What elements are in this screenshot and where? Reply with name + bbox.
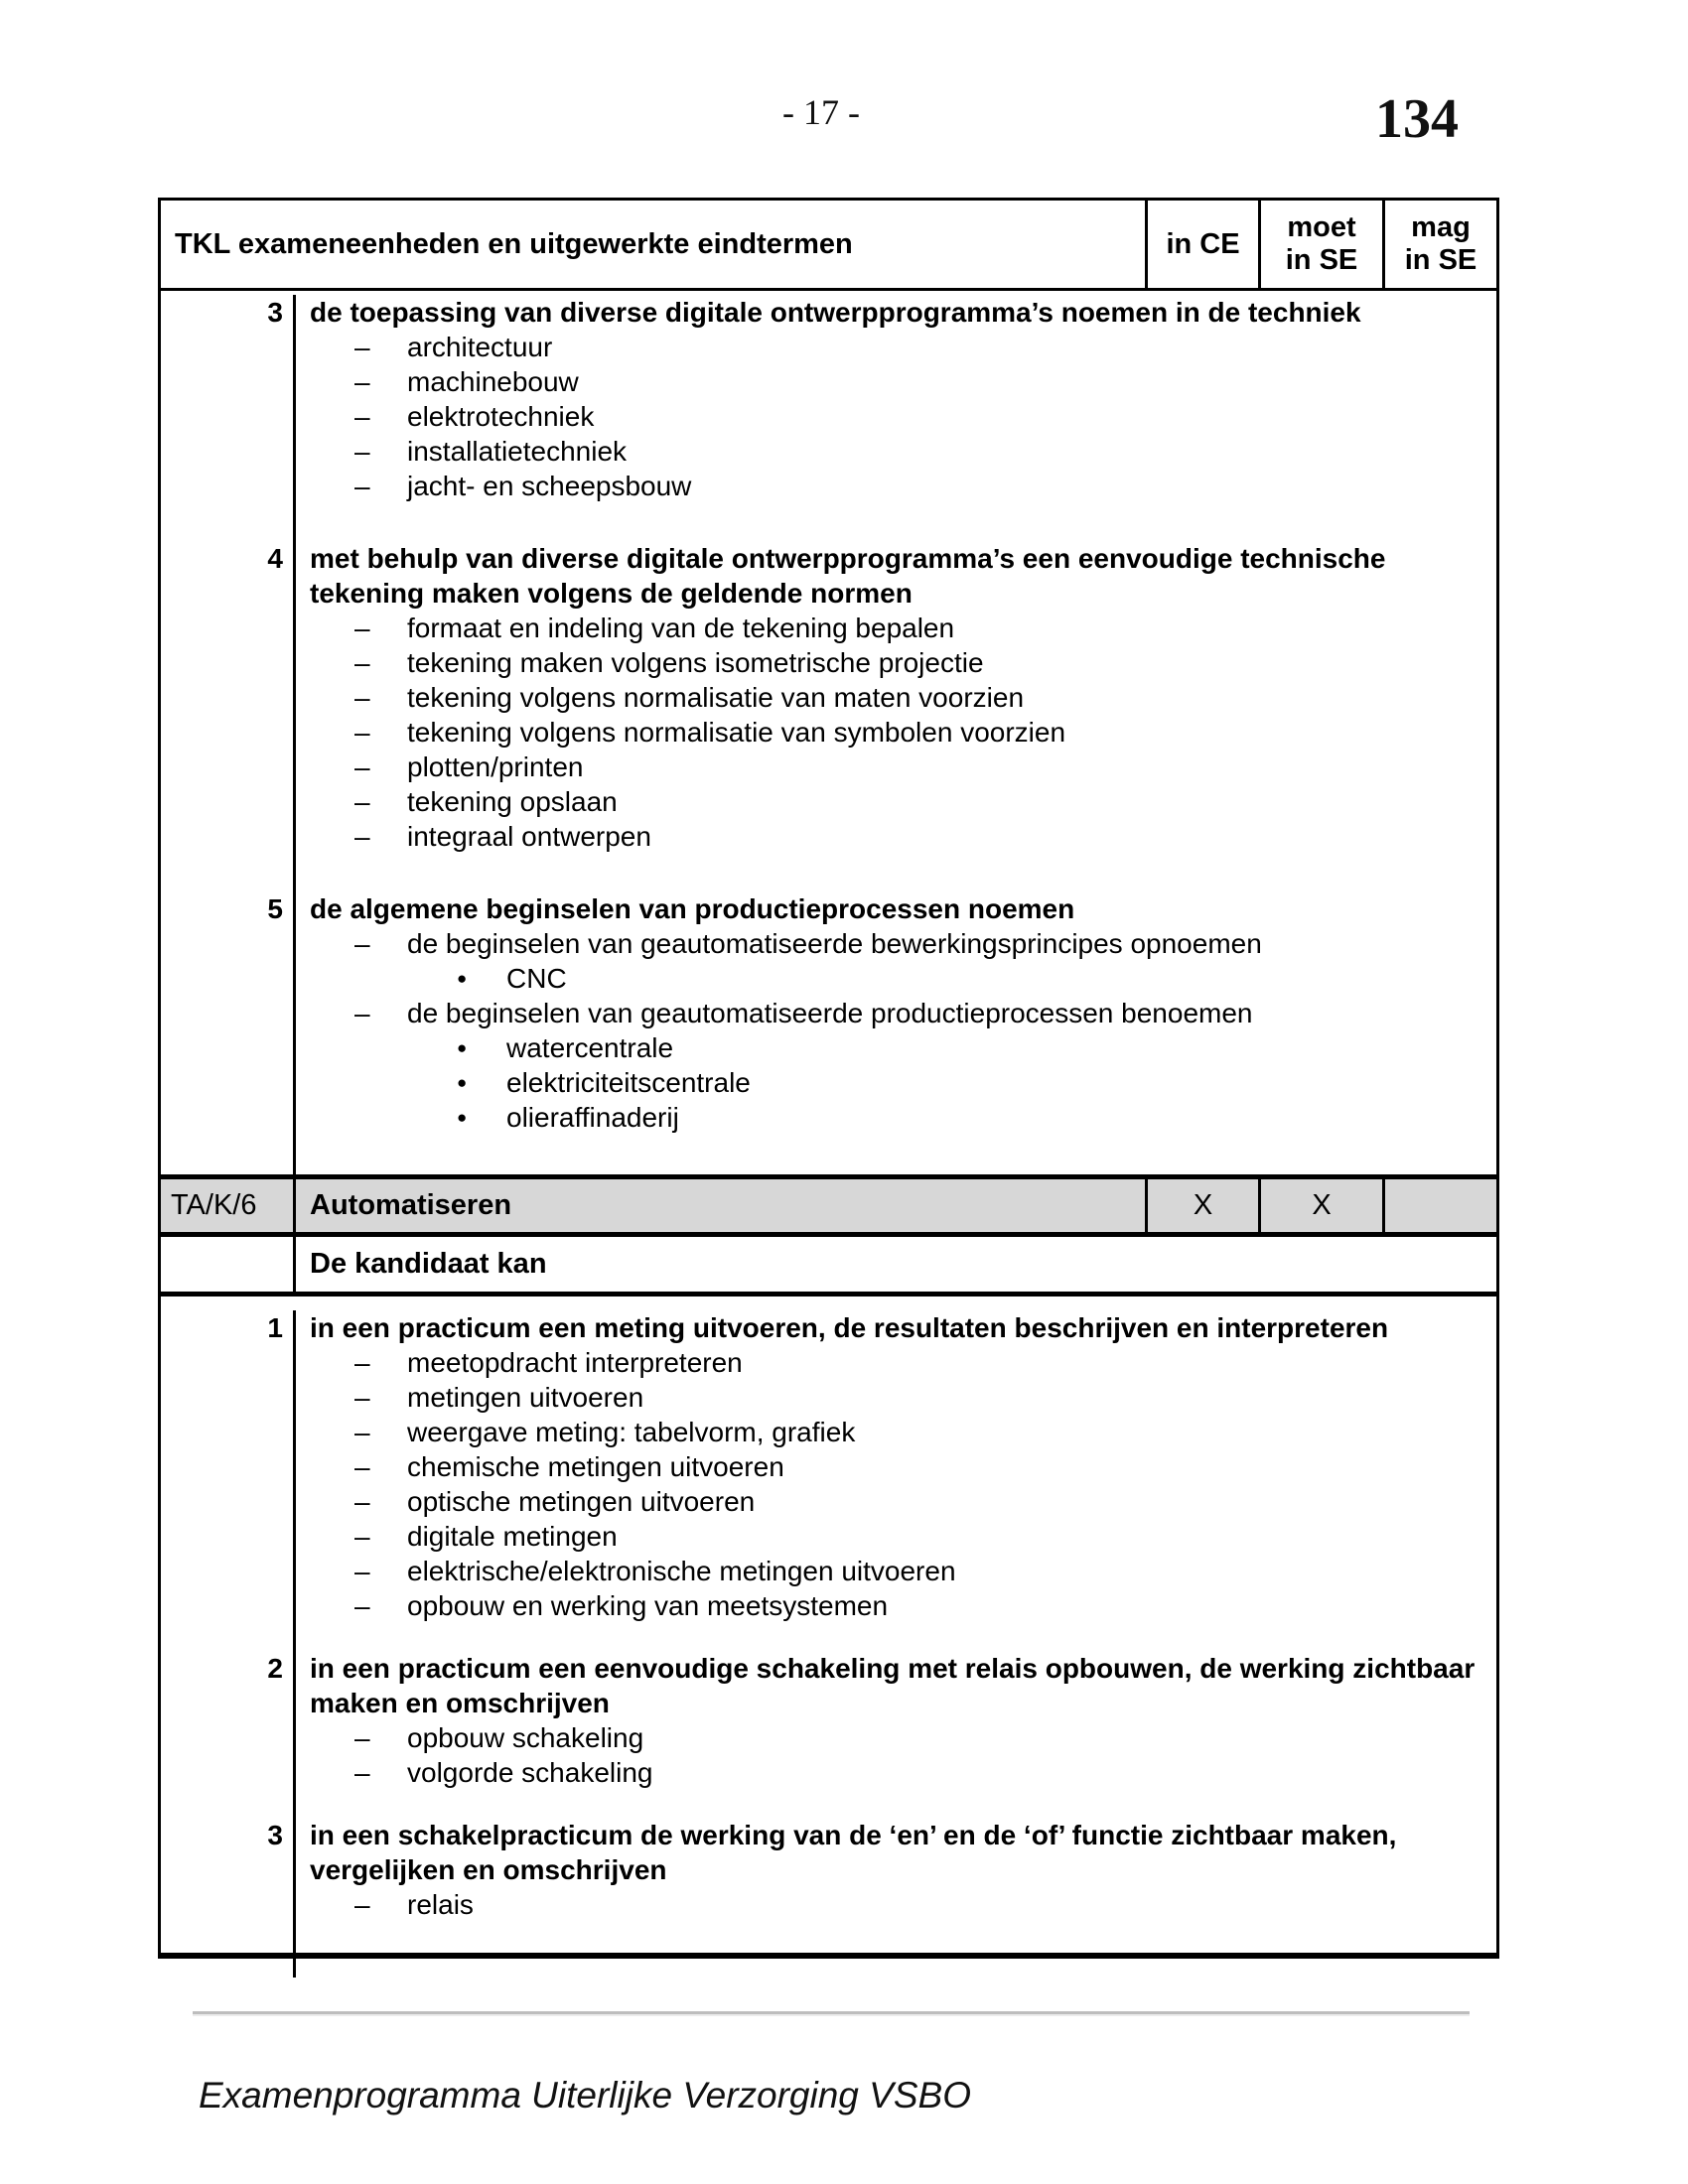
- sub-item-text: tekening volgens normalisatie van maten voorzien: [407, 682, 1025, 713]
- sub-item-text: tekening opslaan: [407, 786, 618, 817]
- sub-item-text: machinebouw: [407, 366, 579, 397]
- sub-item-dash: [310, 434, 1496, 469]
- eindterm-heading: in een schakelpracticum de werking van de ‘en’ en de ‘of’ functie zichtbaar maken, vergelijken en omschrijven: [310, 1820, 1397, 1885]
- sub-item-text: meetopdracht interpreteren: [407, 1347, 743, 1378]
- dash-marker: –: [354, 1347, 370, 1378]
- eindterm-number: 2: [161, 1651, 296, 1818]
- bullet-marker: ●: [457, 1038, 468, 1057]
- sub-item-bullet: [310, 1065, 1496, 1100]
- sub-item-dash: [310, 1519, 1496, 1554]
- sub-item-bullet: [310, 1030, 1496, 1065]
- bullet-marker: ●: [457, 1108, 468, 1127]
- eindterm-body: [296, 541, 1496, 891]
- sub-item-dash: [310, 680, 1496, 715]
- sub-item-bullet: [310, 961, 1496, 996]
- kern-moet-in-se-mark: X: [1261, 1179, 1385, 1232]
- eindterm-item: [161, 295, 1496, 541]
- sub-item-dash: [310, 645, 1496, 680]
- sub-item-text: installatietechniek: [407, 436, 628, 467]
- sub-item-text: architectuur: [407, 332, 553, 362]
- eindtermen-block-2: [161, 1297, 1496, 1978]
- eindterm-body: [296, 891, 1496, 1172]
- dash-marker: –: [354, 436, 370, 467]
- gutter-filler-body: [296, 1950, 1496, 1978]
- sub-item-dash: [310, 399, 1496, 434]
- sub-item-text: tekening maken volgens isometrische projectie: [407, 647, 984, 678]
- dash-marker: –: [354, 366, 370, 397]
- dash-marker: –: [354, 1556, 370, 1586]
- sub-item-text: de beginselen van geautomatiseerde bewerkingsprincipes opnoemen: [407, 928, 1262, 959]
- eindterm-body: [296, 295, 1496, 541]
- column-header-moet-line1: moet: [1287, 211, 1356, 243]
- sub-item-dash: [310, 1554, 1496, 1588]
- exam-table: [158, 198, 1499, 1959]
- sub-item-text: elektriciteitscentrale: [506, 1067, 751, 1098]
- gutter-filler: [161, 1950, 1496, 1978]
- sub-item-dash: [310, 750, 1496, 784]
- eindterm-heading: in een practicum een eenvoudige schakeling met relais opbouwen, de werking zichtbaar maken en omschrijven: [310, 1653, 1476, 1718]
- sub-item-dash: [310, 1588, 1496, 1623]
- sub-item-dash: [310, 1449, 1496, 1484]
- sub-item-dash: [310, 1415, 1496, 1449]
- dash-marker: –: [354, 1757, 370, 1788]
- sub-item-dash: [310, 1380, 1496, 1415]
- sub-item-dash: [310, 469, 1496, 503]
- gutter-filler: [161, 1172, 1496, 1174]
- kern-mag-in-se-mark: [1385, 1179, 1496, 1232]
- dash-marker: –: [354, 1889, 370, 1920]
- sub-item-dash: [310, 364, 1496, 399]
- dash-marker: –: [354, 1382, 370, 1413]
- sub-item-text: opbouw schakeling: [407, 1722, 644, 1753]
- kandidaat-kan-text: De kandidaat kan: [310, 1248, 547, 1280]
- eindterm-body: [296, 1310, 1496, 1651]
- sub-item-bullet: [310, 1100, 1496, 1135]
- eindterm-heading: in een practicum een meting uitvoeren, de resultaten beschrijven en interpreteren: [310, 1312, 1389, 1343]
- kern-title: Automatiseren: [296, 1179, 1148, 1232]
- sub-item-dash: [310, 996, 1496, 1030]
- sub-item-dash: [310, 330, 1496, 364]
- eindterm-body: [296, 1651, 1496, 1818]
- bullet-marker: ●: [457, 969, 468, 988]
- sub-item-text: watercentrale: [506, 1032, 674, 1063]
- eindterm-heading: de toepassing van diverse digitale ontwerpprogramma’s noemen in de techniek: [310, 297, 1361, 328]
- sub-item-text: de beginselen van geautomatiseerde productieprocessen benoemen: [407, 998, 1253, 1028]
- sub-item-text: tekening volgens normalisatie van symbolen voorzien: [407, 717, 1066, 748]
- dash-marker: –: [354, 1521, 370, 1552]
- table-header-title: TKL exameneenheden en uitgewerkte eindtermen: [161, 201, 1148, 288]
- eindterm-number: 1: [161, 1310, 296, 1651]
- dash-marker: –: [354, 1486, 370, 1517]
- sub-item-text: formaat en indeling van de tekening bepalen: [407, 613, 955, 643]
- sub-item-dash: [310, 715, 1496, 750]
- kern-banner-row: [161, 1179, 1496, 1237]
- kern-in-ce-mark: X: [1148, 1179, 1261, 1232]
- eindterm-body: [296, 1818, 1496, 1950]
- column-header-in-ce: in CE: [1166, 227, 1240, 260]
- bullet-marker: ●: [457, 1073, 468, 1092]
- gutter-filler-cell: [161, 1950, 296, 1978]
- dash-marker: –: [354, 928, 370, 959]
- eindtermen-block-1: [161, 291, 1496, 1179]
- kern-code: TA/K/6: [161, 1179, 296, 1232]
- dash-marker: –: [354, 332, 370, 362]
- column-header-moet-in-se: [1258, 201, 1382, 288]
- sub-item-dash: [310, 1484, 1496, 1519]
- eindterm-item: [161, 1310, 1496, 1651]
- page-label: - 17 -: [782, 92, 860, 132]
- kandidaat-kan-gutter: [161, 1237, 296, 1292]
- sub-item-text: volgorde schakeling: [407, 1757, 653, 1788]
- sub-item-dash: [310, 819, 1496, 854]
- footer-divider: [193, 2011, 1470, 2014]
- dash-marker: –: [354, 401, 370, 432]
- sub-item-text: olieraffinaderij: [506, 1102, 679, 1133]
- sub-item-text: weergave meting: tabelvorm, grafiek: [407, 1417, 856, 1447]
- table-header-row: [161, 201, 1496, 291]
- dash-marker: –: [354, 998, 370, 1028]
- column-header-mag-in-se: [1382, 201, 1496, 288]
- dash-marker: –: [354, 1722, 370, 1753]
- eindterm-number: 4: [161, 541, 296, 891]
- eindterm-item: [161, 891, 1496, 1172]
- sub-item-text: jacht- en scheepsbouw: [407, 471, 692, 501]
- sub-item-text: relais: [407, 1889, 474, 1920]
- dash-marker: –: [354, 1417, 370, 1447]
- sub-item-text: digitale metingen: [407, 1521, 618, 1552]
- eindterm-heading: met behulp van diverse digitale ontwerpprogramma’s een eenvoudige technische tekening maken volgens de geldende normen: [310, 543, 1386, 609]
- dash-marker: –: [354, 821, 370, 852]
- sub-item-dash: [310, 784, 1496, 819]
- gutter-filler-cell: [161, 1172, 296, 1174]
- eindterm-item: [161, 1651, 1496, 1818]
- sub-item-dash: [310, 926, 1496, 961]
- dash-marker: –: [354, 647, 370, 678]
- eindterm-number: 3: [161, 295, 296, 541]
- sub-item-dash: [310, 1345, 1496, 1380]
- sub-item-text: elektrotechniek: [407, 401, 595, 432]
- dash-marker: –: [354, 1590, 370, 1621]
- dash-marker: –: [354, 471, 370, 501]
- sub-item-text: CNC: [506, 963, 567, 994]
- column-header-moet-line2: in SE: [1285, 244, 1358, 276]
- gutter-filler-body: [296, 1172, 1496, 1174]
- sub-item-text: elektrische/elektronische metingen uitvoeren: [407, 1556, 956, 1586]
- sub-item-dash: [310, 1720, 1496, 1755]
- sub-item-text: metingen uitvoeren: [407, 1382, 644, 1413]
- page-number: 134: [1375, 88, 1459, 150]
- sub-item-text: plotten/printen: [407, 751, 584, 782]
- column-header-mag-line2: in SE: [1404, 244, 1477, 276]
- footer-title: Examenprogramma Uiterlijke Verzorging VSBO: [199, 2075, 971, 2116]
- dash-marker: –: [354, 717, 370, 748]
- sub-item-text: optische metingen uitvoeren: [407, 1486, 756, 1517]
- eindterm-item: [161, 541, 1496, 891]
- sub-item-dash: [310, 1887, 1496, 1922]
- kandidaat-kan-row: [161, 1237, 1496, 1297]
- sub-item-text: opbouw en werking van meetsystemen: [407, 1590, 889, 1621]
- eindterm-number: 3: [161, 1818, 296, 1950]
- eindterm-heading: de algemene beginselen van productieprocessen noemen: [310, 893, 1075, 924]
- dash-marker: –: [354, 613, 370, 643]
- sub-item-dash: [310, 611, 1496, 645]
- sub-item-text: integraal ontwerpen: [407, 821, 651, 852]
- sub-item-dash: [310, 1755, 1496, 1790]
- dash-marker: –: [354, 751, 370, 782]
- eindterm-item: [161, 1818, 1496, 1950]
- column-header-mag-line1: mag: [1411, 211, 1471, 243]
- dash-marker: –: [354, 786, 370, 817]
- eindterm-number: 5: [161, 891, 296, 1172]
- dash-marker: –: [354, 1451, 370, 1482]
- sub-item-text: chemische metingen uitvoeren: [407, 1451, 784, 1482]
- dash-marker: –: [354, 682, 370, 713]
